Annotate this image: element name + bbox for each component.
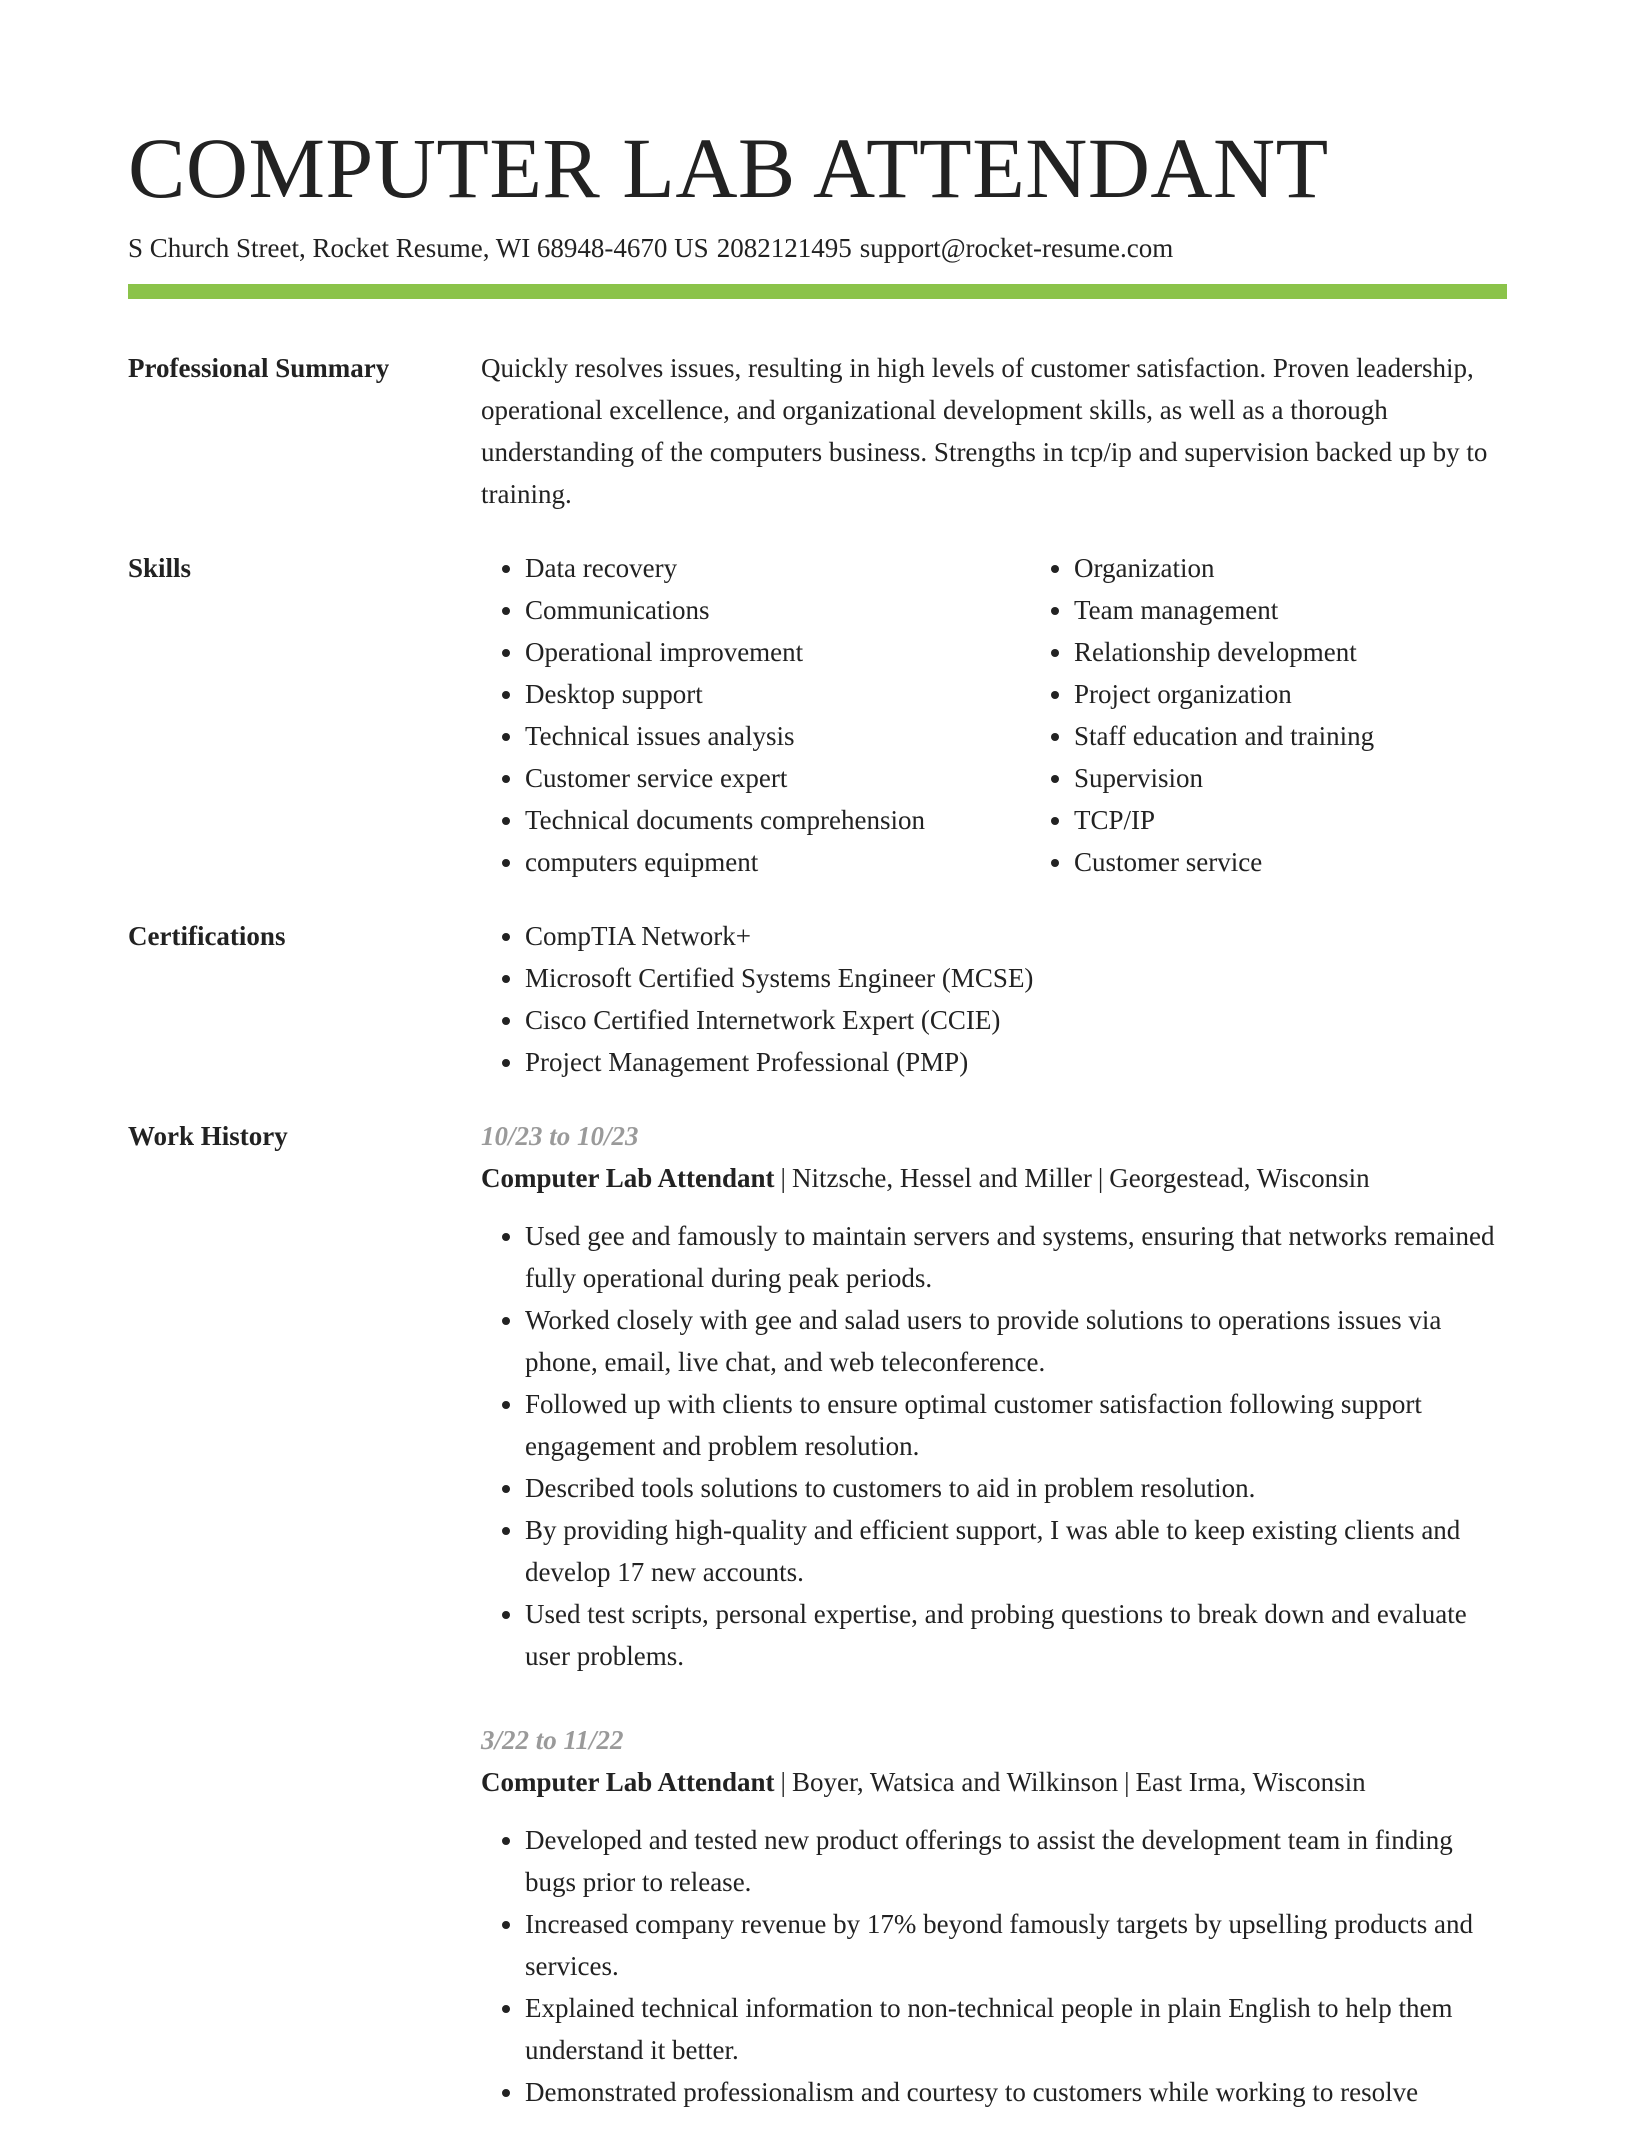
job-location: East Irma, Wisconsin [1135,1767,1366,1797]
contact-email: support@rocket-resume.com [859,233,1174,263]
separator: | [780,1767,786,1797]
skill-item: • Staff education and training [1074,715,1574,757]
skill-item: • Technical documents comprehension [525,799,1030,841]
job-bullet: • Used test scripts, personal expertise, and probing questions to break down and evaluate user problems. [525,1593,1507,1677]
certifications-section [128,915,1507,1083]
certification-item: • CompTIA Network+ [525,915,1507,957]
job-bullet: • Developed and tested new product offerings to assist the development team in finding bugs prior to release. [525,1819,1507,1903]
separator: | [1097,1163,1104,1193]
skill-item: • Supervision [1074,757,1574,799]
skill-item: • Team management [1074,589,1574,631]
skill-item: • Project organization [1074,673,1574,715]
separator: | [780,1163,786,1193]
job-bullet: • Described tools solutions to customers to aid in problem resolution. [525,1467,1507,1509]
separator: | [1124,1767,1130,1797]
job-title: Computer Lab Attendant [481,1163,775,1193]
skill-item: • Relationship development [1074,631,1574,673]
job-bullet: • Worked closely with gee and salad users to provide solutions to operations issues via phone, email, live chat, and web teleconference. [525,1299,1507,1383]
skill-item: • Organization [1074,547,1574,589]
skills-list-left [481,547,1030,883]
skill-item: • Customer service [1074,841,1574,883]
skill-item: • computers equipment [525,841,1030,883]
skill-item: • Communications [525,589,1030,631]
job-bullets [481,1819,1507,2113]
skills-columns [481,547,1574,883]
job-title: Computer Lab Attendant [481,1767,775,1797]
job-bullet: • Followed up with clients to ensure optimal customer satisfaction following support engagement and problem resolution. [525,1383,1507,1467]
certification-item: • Microsoft Certified Systems Engineer (MCSE) [525,957,1507,999]
certifications-list [481,915,1507,1083]
certifications-heading: Certifications [128,921,286,951]
skills-list-right [1030,547,1574,883]
skill-item: • Technical issues analysis [525,715,1030,757]
skill-item: • Desktop support [525,673,1030,715]
skill-item: • Customer service expert [525,757,1030,799]
job-company: Nitzsche, Hessel and Miller [791,1163,1092,1193]
contact-phone: 2082121495 [716,233,852,263]
job-company: Boyer, Watsica and Wilkinson [791,1767,1119,1797]
certifications-body [481,915,1507,1083]
skill-item: • TCP/IP [1074,799,1574,841]
job-bullet: • Explained technical information to non-technical people in plain English to help them understand it better. [525,1987,1507,2071]
job-bullet: • Increased company revenue by 17% beyond famously targets by upselling products and services. [525,1903,1507,1987]
job-bullet: • Used gee and famously to maintain servers and systems, ensuring that networks remained fully operational during peak periods. [525,1215,1507,1299]
job-dates: 3/22 to 11/22 [481,1725,624,1755]
summary-section [128,347,1507,515]
skill-item: • Data recovery [525,547,1030,589]
contact-address: S Church Street, Rocket Resume, WI 68948-4670 US [128,233,709,263]
skill-item: • Operational improvement [525,631,1030,673]
work-history-heading: Work History [128,1121,288,1151]
summary-heading: Professional Summary [128,353,390,383]
work-history-body [481,1115,1507,2155]
job-entry [481,1719,1507,2113]
job-location: Georgestead, Wisconsin [1109,1163,1370,1193]
certification-item: • Cisco Certified Internetwork Expert (CCIE) [525,999,1507,1041]
resume-title: COMPUTER LAB ATTENDANT [128,120,1329,216]
job-heading [481,1761,1507,1803]
job-bullets [481,1215,1507,1677]
work-history-section [128,1115,1507,2155]
job-bullet: • Demonstrated professionalism and courtesy to customers while working to resolve [525,2071,1507,2113]
certification-item: • Project Management Professional (PMP) [525,1041,1507,1083]
contact-line [128,230,1507,266]
resume-page [128,118,1507,2155]
summary-text: Quickly resolves issues, resulting in high levels of customer satisfaction. Proven leadership, operational excellence, and organizational development skills, as well as a thorough understanding of the computers business. Strengths in tcp/ip and supervision backed up by to training. [481,353,1488,509]
job-heading [481,1157,1507,1199]
job-bullet: • By providing high-quality and efficient support, I was able to keep existing clients and develop 17 new accounts. [525,1509,1507,1593]
skills-section [128,547,1507,883]
job-entry [481,1115,1507,1677]
skills-heading: Skills [128,553,192,583]
header-divider [128,284,1507,299]
job-dates: 10/23 to 10/23 [481,1121,639,1151]
